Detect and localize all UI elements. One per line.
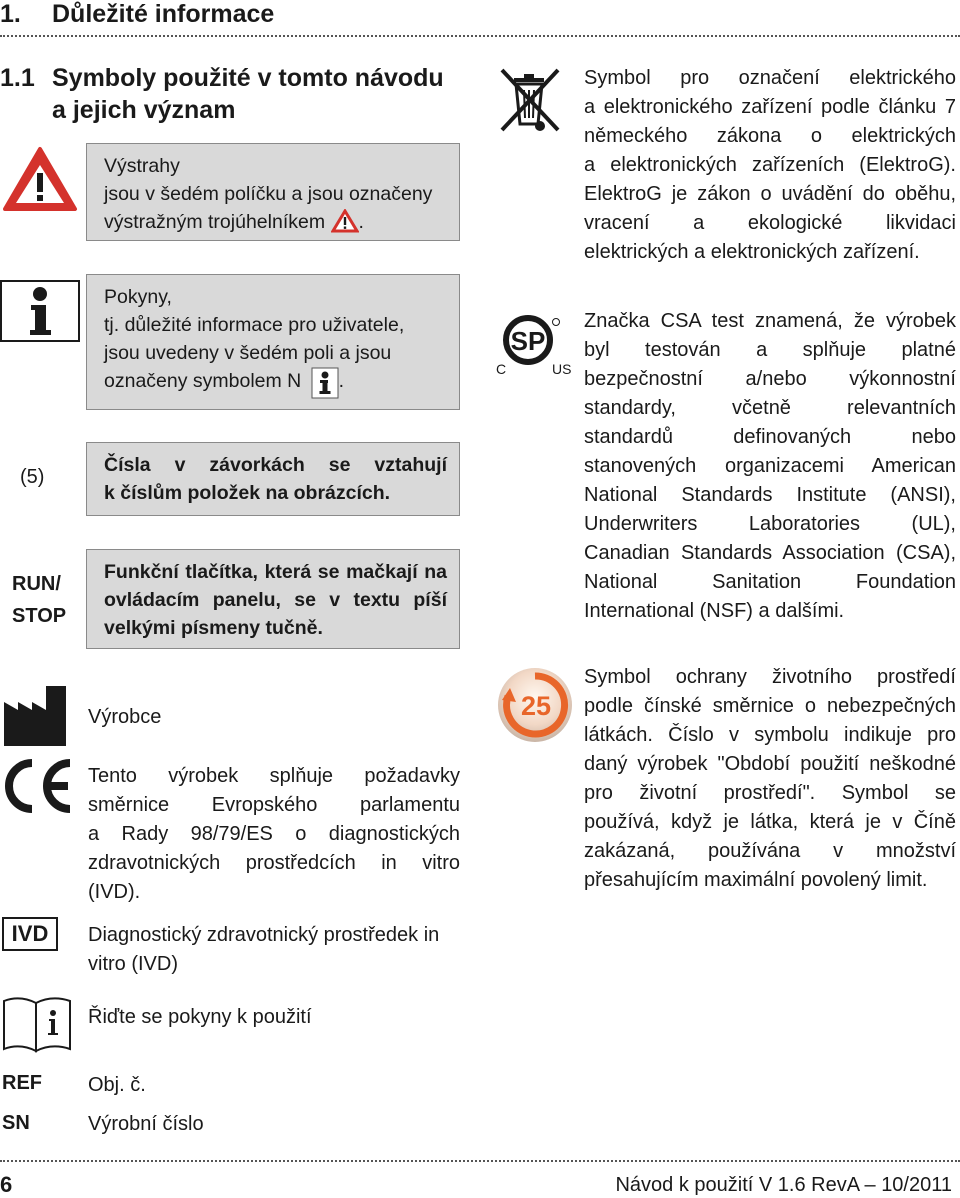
china-rohs-text: Symbol ochrany životního prostředí podle čínské směrnice o nebezpečných látkách. Číslo v symbolu indikuje pro daný výrobek "Období použití neškodné pro životní prostředí". Symbol se používá, když je látka, která je v Číně zakázaná, používána v množství přesahujícím maximální povolený limit. (584, 666, 956, 891)
csa-mark-us: US (552, 361, 572, 377)
numbers-box: Čísla v závorkách se vztahují k číslům položek na obrázcích. (86, 442, 460, 516)
item-number-symbol: (5) (20, 466, 45, 488)
sn-symbol: SN (2, 1112, 30, 1134)
ce-mark-icon (2, 758, 74, 814)
info-icon (0, 280, 80, 342)
ivd-icon: IVD (2, 917, 58, 951)
manual-book-icon (2, 993, 72, 1055)
csa-mark-icon (494, 310, 576, 378)
warning-triangle-inline-icon (331, 209, 359, 233)
ivd-text: Diagnostický zdravotnický prostředek in vitro (IVD) (88, 924, 440, 975)
footer-document-info: Návod k použití V 1.6 RevA – 10/2011 (615, 1174, 952, 1196)
ref-symbol: REF (2, 1072, 42, 1094)
china-rohs-number: 25 (520, 691, 552, 721)
csa-mark-c: C (496, 361, 507, 377)
info-box: Pokyny, tj. důležité informace pro uživatele, jsou uvedeny v šedém poli a jsou označeny symbolem N . (86, 274, 460, 410)
ref-text: Obj. č. (88, 1074, 146, 1096)
page-number: 6 (0, 1172, 13, 1197)
manufacturer-text: Výrobce (88, 706, 162, 728)
top-divider (0, 35, 960, 37)
weee-crossed-bin-icon (496, 66, 562, 134)
csa-text: Značka CSA test znamená, že výrobek byl testován a splňuje platné bezpečnostní a/nebo výkonnostní standardy, včetně relevantních standardů definovaných nebo stanovených organizacemi American National Standards Institute (ANSI), Underwriters Laboratories (UL), Canadian Standards Association (CSA), National Sanitation Foundation International (NSF) a dalšími. (584, 310, 956, 622)
warning-box: Výstrahy jsou v šedém políčku a jsou označeny výstražným trojúhelníkem . (86, 143, 460, 241)
warning-triangle-icon (2, 145, 78, 213)
buttons-box: Funkční tlačítka, která se mačkají na ovládacím panelu, se v textu píší velkými písmeny tučně. (86, 549, 460, 649)
run-stop-symbol: RUN/ STOP (12, 573, 67, 627)
weee-text: Symbol pro označení elektrického a elektronického zařízení podle článku 7 německého zákona o elektrických a elektronických zařízeních (ElektroG). ElektroG je zákon o uvádění do oběhu, vracení a ekologické likvidaci elektrických a elektronických zařízení. (584, 67, 956, 263)
csa-mark-letters: SP (510, 326, 546, 356)
ce-text: Tento výrobek splňuje požadavky směrnice Evropského parlamentu a Rady 98/79/ES o diagnostických zdravotnických prostředcích in vitro (IVD). (88, 765, 460, 903)
info-inline-icon (311, 367, 339, 399)
manual-text: Řiďte se pokyny k použití (88, 1006, 312, 1028)
sn-text: Výrobní číslo (88, 1113, 204, 1135)
manufacturer-icon (4, 686, 66, 746)
china-rohs-icon (496, 666, 574, 744)
section-heading: 1.1 Symboly použité v tomto návodu a jejich význam (0, 64, 444, 124)
page-heading: 1. Důležité informace (0, 0, 275, 28)
footer-divider (0, 1160, 960, 1162)
